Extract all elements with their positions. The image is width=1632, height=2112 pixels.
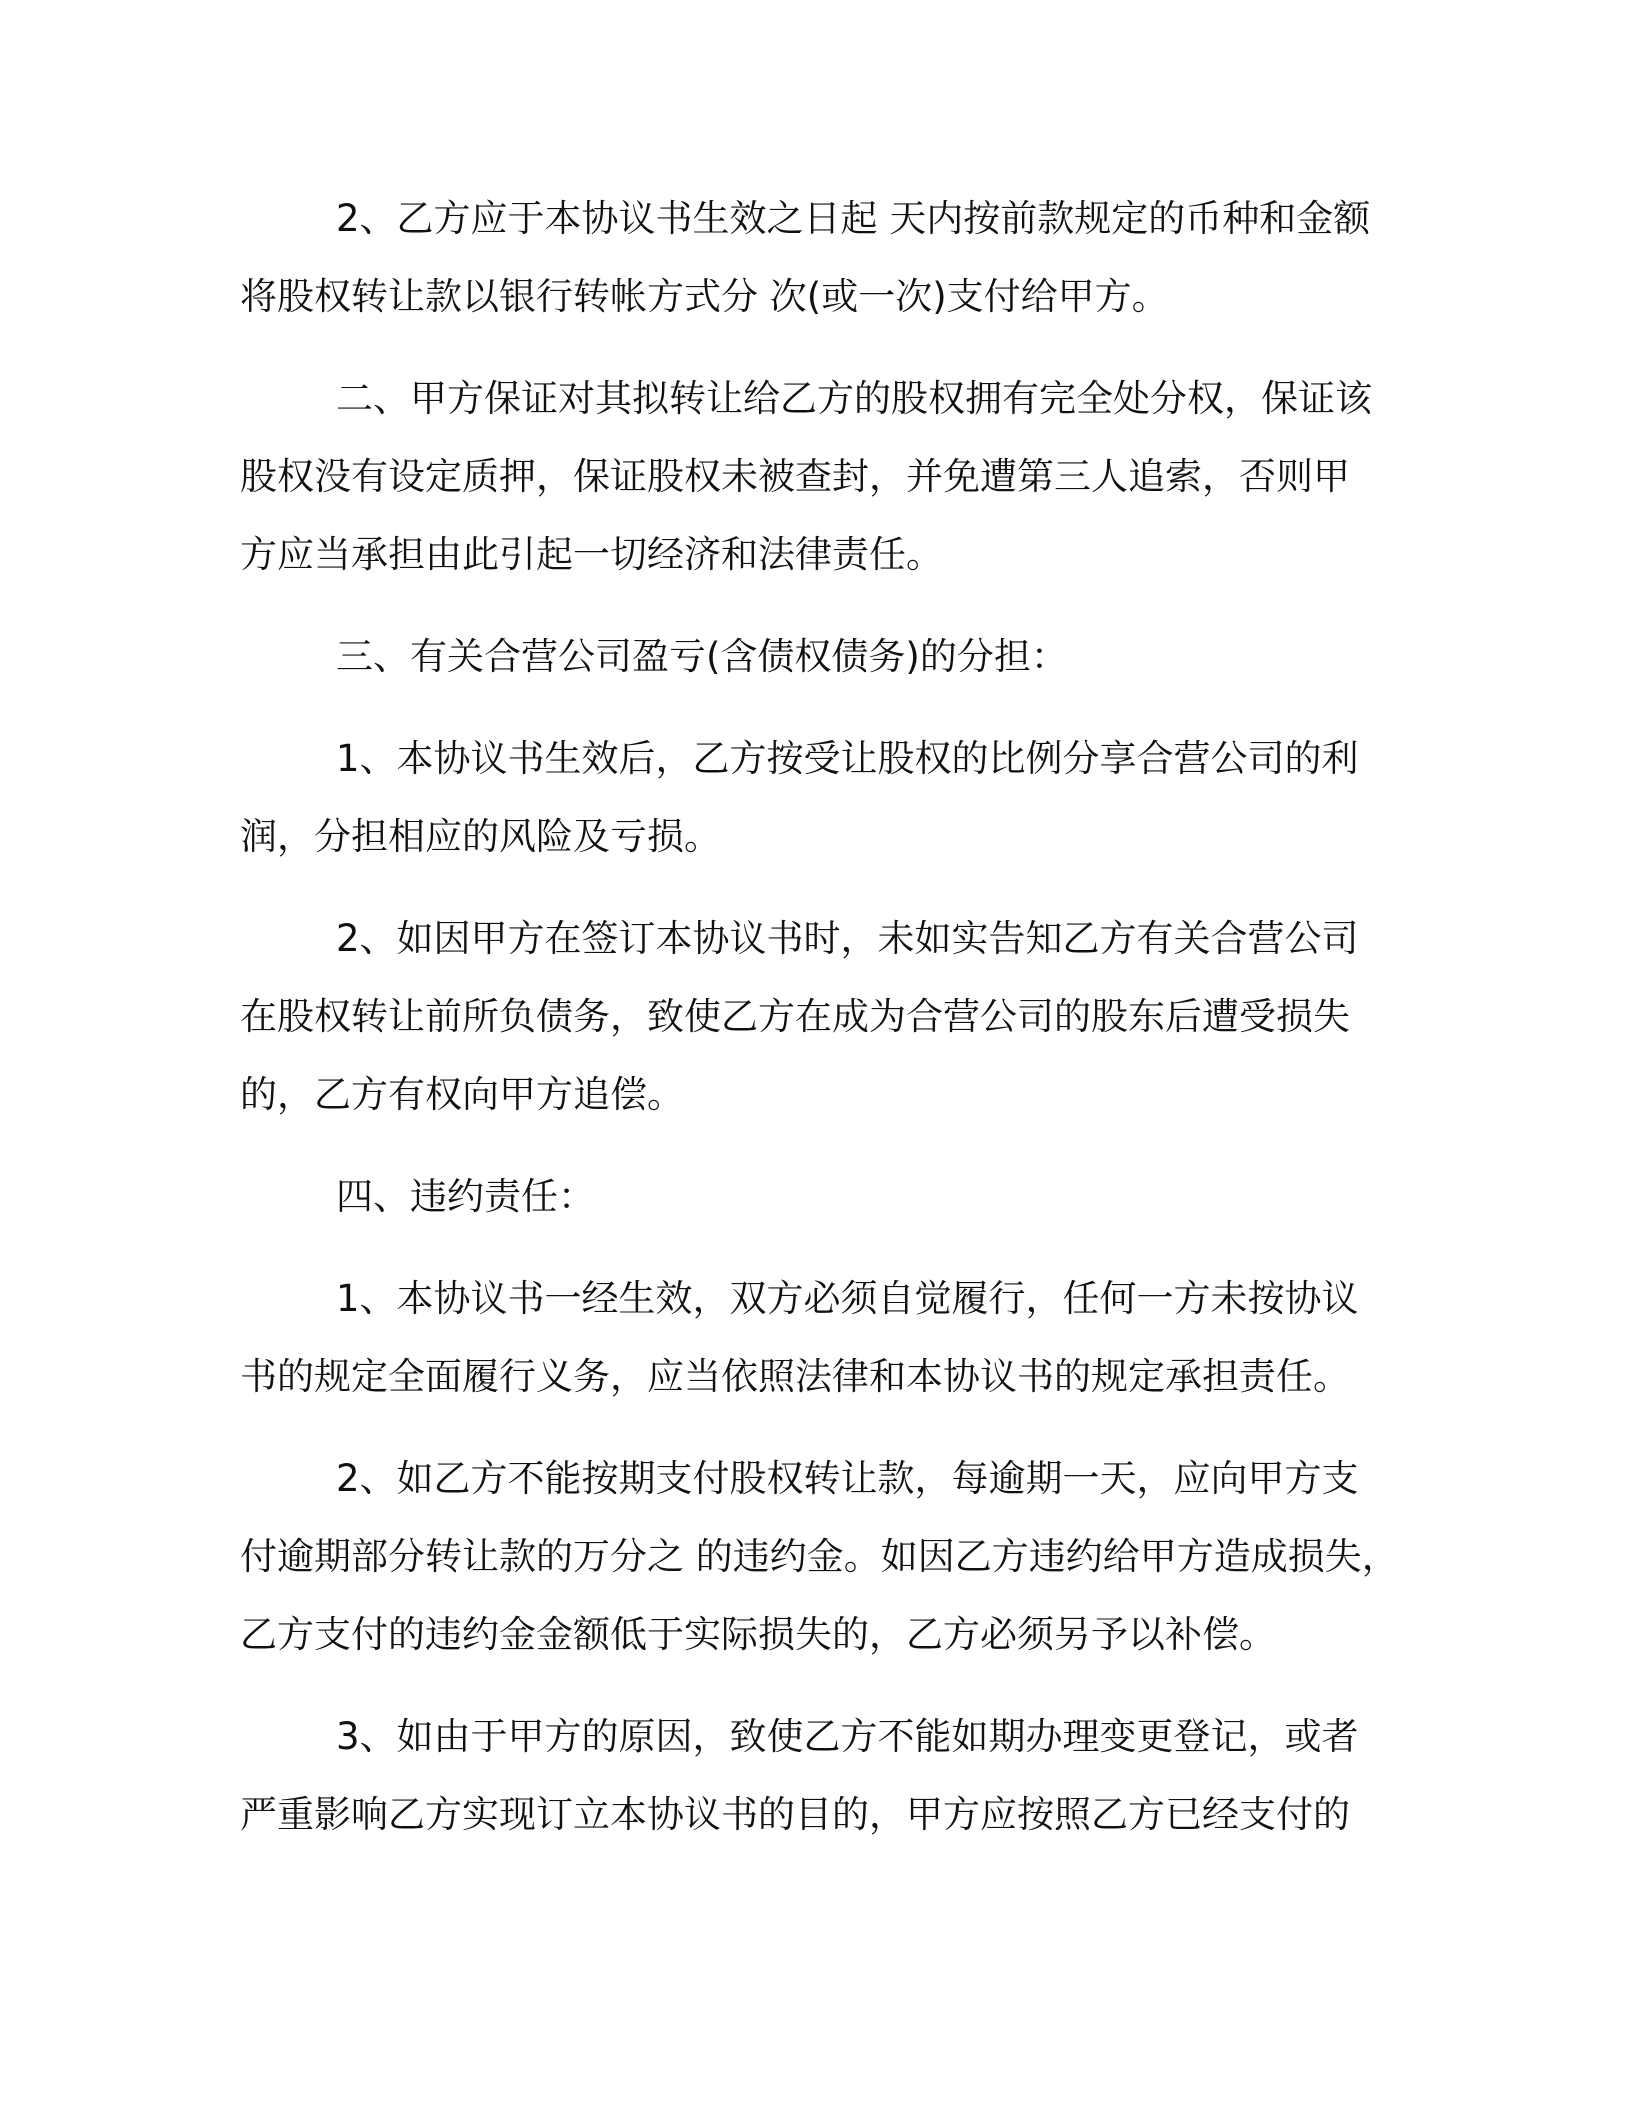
text-line: 四、违约责任： [336,1175,595,1218]
text-line: 二、甲方保证对其拟转让给乙方的股权拥有完全处分权，保证该 [336,377,1372,420]
text-line: 将股权转让款以银行转帐方式分 次(或一次)支付给甲方。 [240,275,1169,318]
paragraph-breach-3 [240,1698,1400,1854]
paragraph-debt-recourse-2 [240,900,1400,1134]
heading-section-three [240,618,1400,696]
document-body [240,180,1400,1878]
paragraph-profit-sharing-1 [240,720,1400,876]
text-line: 严重影响乙方实现订立本协议书的目的，甲方应按照乙方已经支付的 [240,1793,1350,1836]
heading-section-four [240,1158,1400,1236]
text-line: 2、乙方应于本协议书生效之日起 天内按前款规定的币种和金额 [336,197,1371,240]
text-line: 乙方支付的违约金金额低于实际损失的，乙方必须另予以补偿。 [240,1613,1276,1656]
text-line: 付逾期部分转让款的万分之 的违约金。如因乙方违约给甲方造成损失， [240,1535,1399,1578]
text-line: 1、本协议书生效后，乙方按受让股权的比例分享合营公司的利 [336,737,1359,780]
text-line: 的，乙方有权向甲方追偿。 [240,1073,684,1116]
text-line: 2、如因甲方在签订本协议书时，未如实告知乙方有关合营公司 [336,917,1359,960]
paragraph-payment-clause-2 [240,180,1400,336]
text-line: 2、如乙方不能按期支付股权转让款，每逾期一天，应向甲方支 [336,1457,1359,1500]
text-line: 三、有关合营公司盈亏(含债权债务)的分担： [336,635,1068,678]
paragraph-breach-1 [240,1260,1400,1416]
text-line: 在股权转让前所负债务，致使乙方在成为合营公司的股东后遭受损失 [240,995,1350,1038]
text-line: 润，分担相应的风险及亏损。 [240,815,721,858]
text-line: 书的规定全面履行义务，应当依照法律和本协议书的规定承担责任。 [240,1355,1350,1398]
paragraph-section-two [240,360,1400,594]
text-line: 3、如由于甲方的原因，致使乙方不能如期办理变更登记，或者 [336,1715,1359,1758]
text-line: 1、本协议书一经生效，双方必须自觉履行，任何一方未按协议 [336,1277,1359,1320]
paragraph-breach-2 [240,1440,1400,1674]
text-line: 股权没有设定质押，保证股权未被查封，并免遭第三人追索，否则甲 [240,455,1350,498]
text-line: 方应当承担由此引起一切经济和法律责任。 [240,533,943,576]
